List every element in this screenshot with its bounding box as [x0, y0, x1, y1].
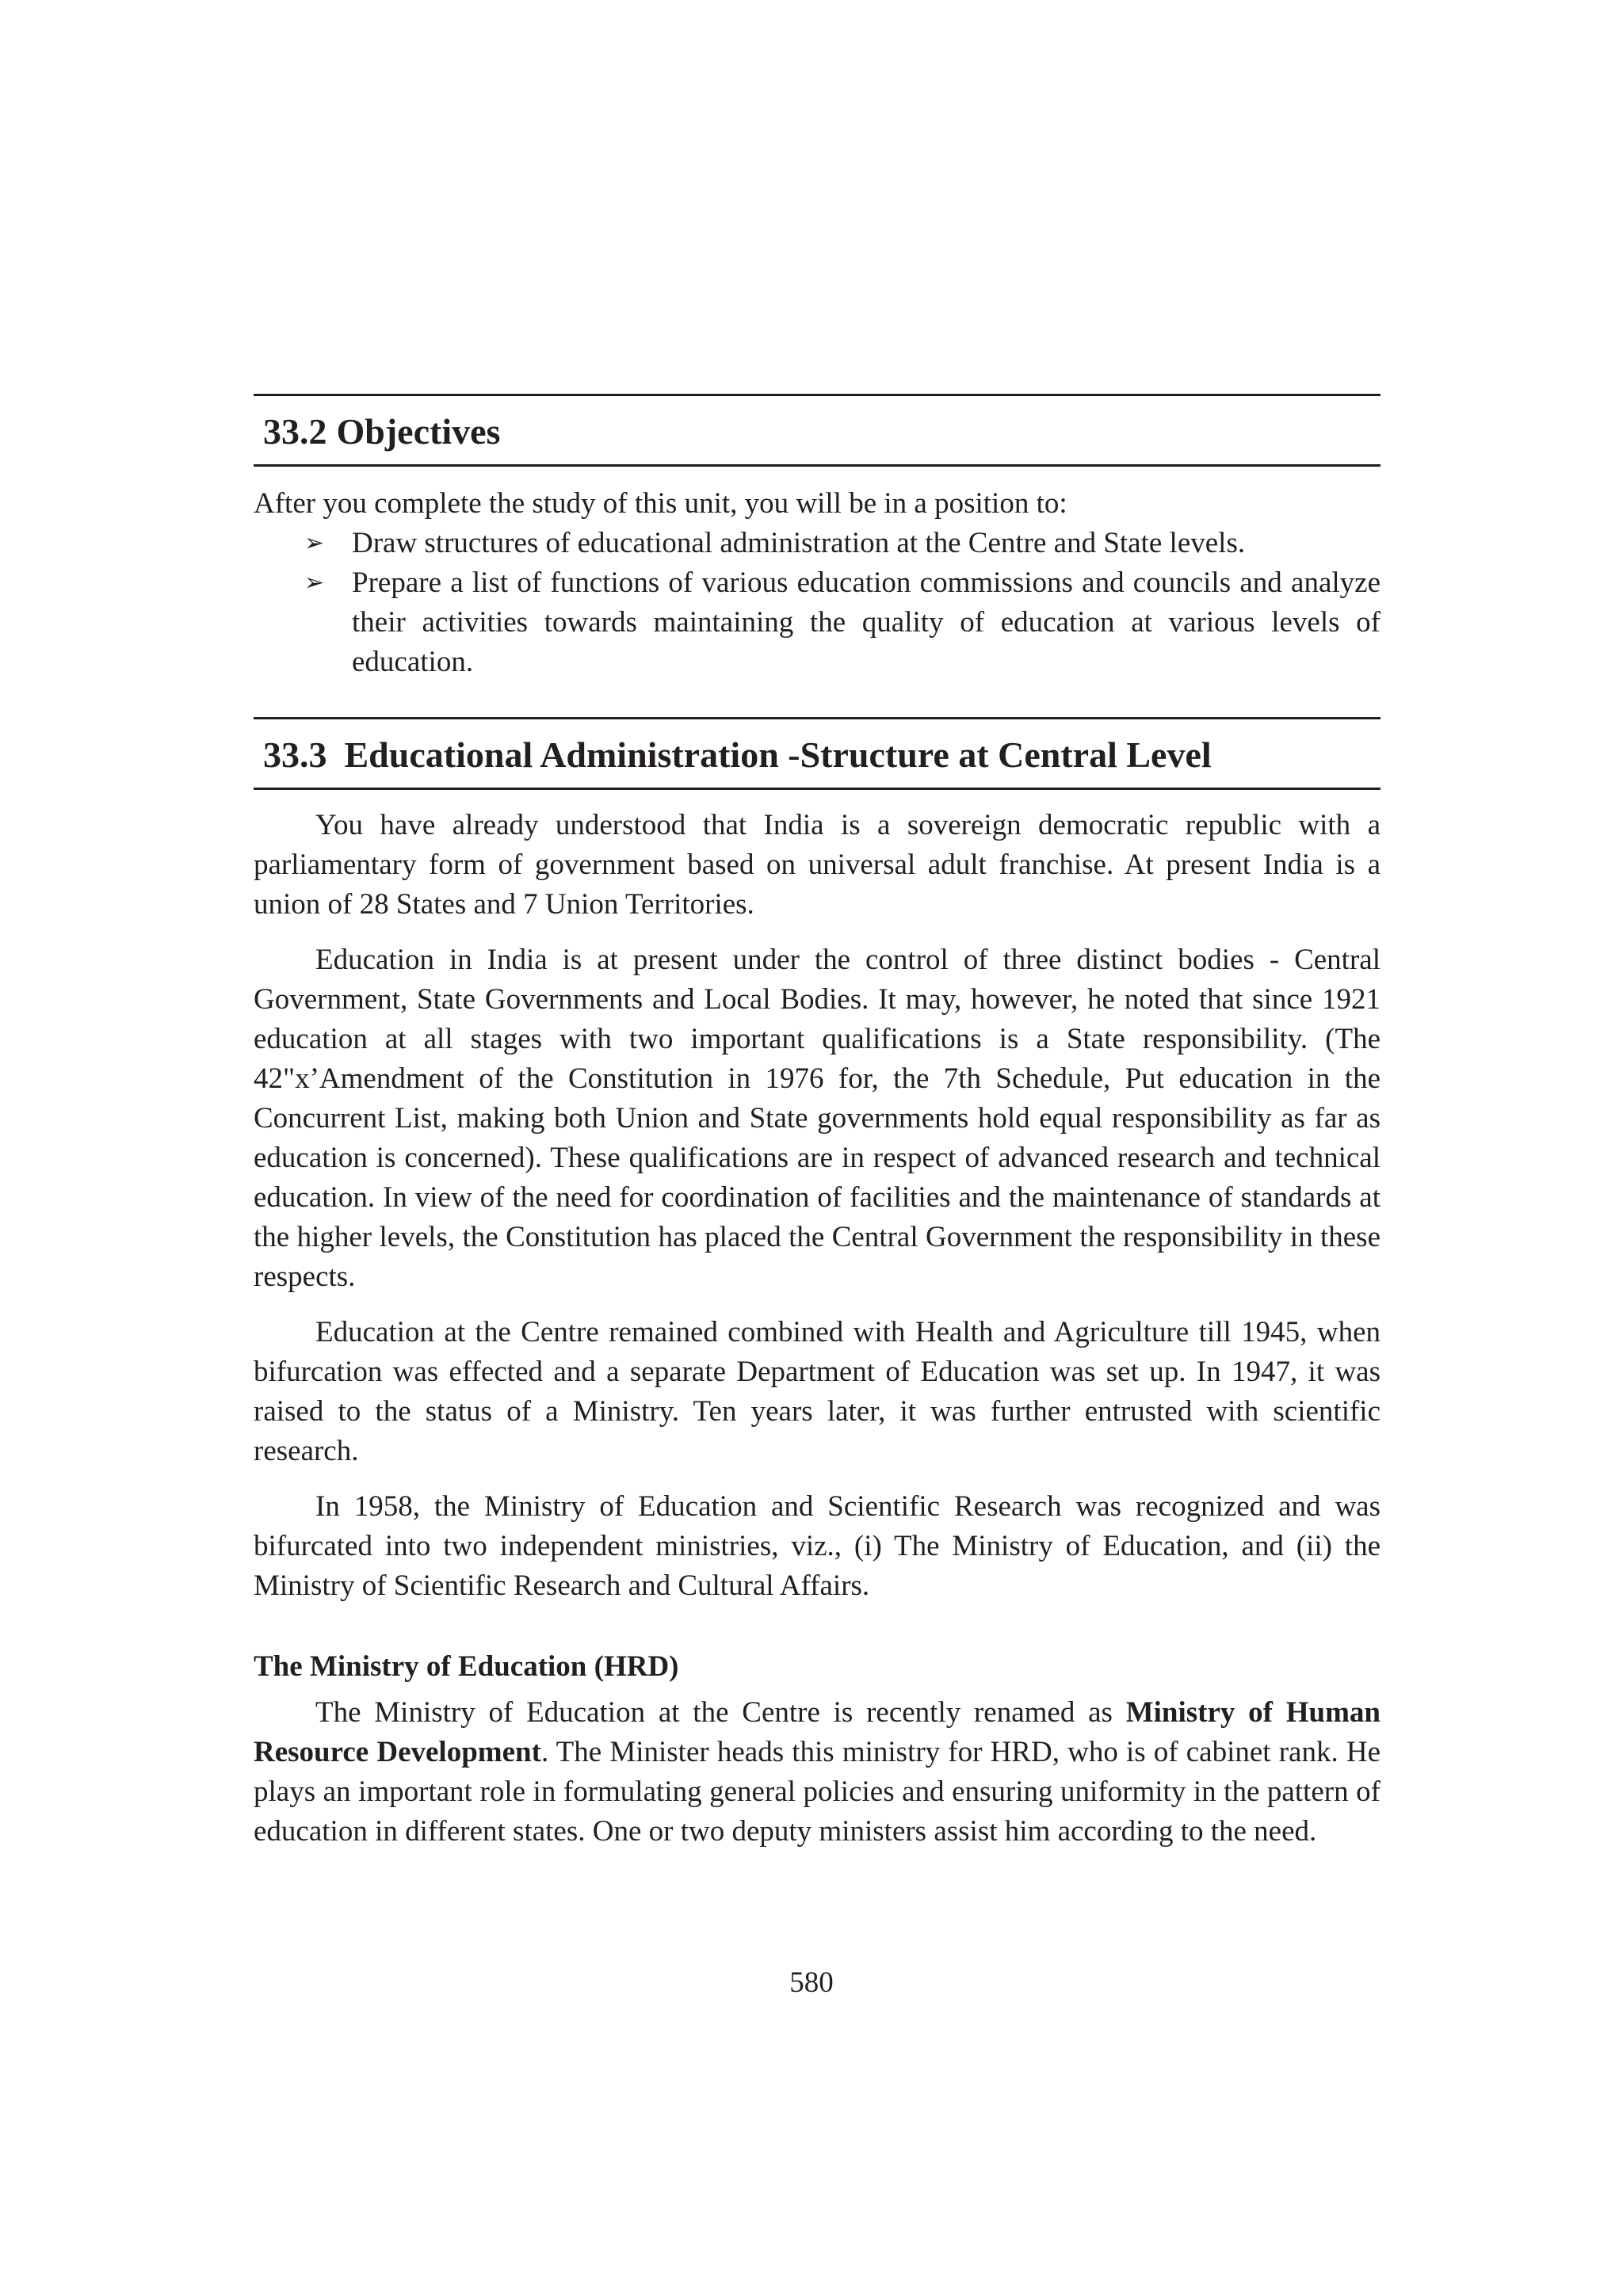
- paragraph-text: . The Minister heads this ministry for HRD, who is of cabinet rank. He plays an important role in formulating general policies and ensuring uniformity in the pattern of education in different states. One or two deputy ministers assist him according to the need.: [254, 1736, 1381, 1848]
- paragraph: [254, 1693, 1381, 1852]
- paragraph: In 1958, the Ministry of Education and Scientific Research was recognized and was bifurcated into two independent ministries, viz., (i) The Ministry of Education, and (ii) the Ministry of Scientific Research and Cultural Affairs.: [254, 1490, 1381, 1602]
- subsection-heading: The Ministry of Education (HRD): [254, 1650, 679, 1683]
- objectives-list: [254, 524, 1381, 682]
- section-number: 33.2: [263, 411, 327, 452]
- objectives-intro: After you complete the study of this unit, you will be in a position to:: [254, 487, 1067, 520]
- section-number: 33.3: [263, 734, 327, 775]
- paragraph: Education in India is at present under the control of three distinct bodies - Central Government, State Governments and Local Bodies. It may, however, he noted that since 1921 education at all stages with two important qualifications is a State responsibility. (The 42"x’Amendment of the Constitution in 1976 for, the 7th Schedule, Put education in the Concurrent List, making both Union and State governments hold equal responsibility as far as education is concerned). These qualifications are in respect of advanced research and technical education. In view of the need for coordination of facilities and the maintenance of standards at the higher levels, the Constitution has placed the Central Government the responsibility in these respects.: [254, 944, 1381, 1293]
- page-number: 580: [789, 1966, 834, 1999]
- objective-text: Prepare a list of functions of various education commissions and councils and analyze their activities towards maintaining the quality of education at various levels of education.: [352, 566, 1381, 678]
- arrowhead-bullet-icon: ➢: [304, 569, 325, 597]
- objective-item: [254, 524, 1381, 563]
- page-content: [254, 394, 1381, 1852]
- objective-text: Draw structures of educational administration at the Centre and State levels.: [352, 527, 1246, 559]
- section-heading-central-level: [254, 717, 1381, 790]
- section-title: Objectives: [336, 411, 501, 452]
- bold-term: Ministry of Human Resource Development: [254, 1696, 1381, 1768]
- paragraph: Education at the Centre remained combined with Health and Agriculture till 1945, when bifurcation was effected and a separate Department of Education was set up. In 1947, it was raised to the status of a Ministry. Ten years later, it was further entrusted with scientific research.: [254, 1316, 1381, 1467]
- arrowhead-bullet-icon: ➢: [304, 529, 325, 557]
- objective-item: [254, 563, 1381, 682]
- section-title: Educational Administration -Structure at Central Level: [344, 734, 1212, 775]
- paragraph: You have already understood that India is a sovereign democratic republic with a parliamentary form of government based on universal adult franchise. At present India is a union of 28 States and 7 Union Territories.: [254, 809, 1381, 921]
- paragraph-text: The Ministry of Education at the Centre is recently renamed as: [315, 1696, 1126, 1729]
- section-heading-objectives: [254, 394, 1381, 467]
